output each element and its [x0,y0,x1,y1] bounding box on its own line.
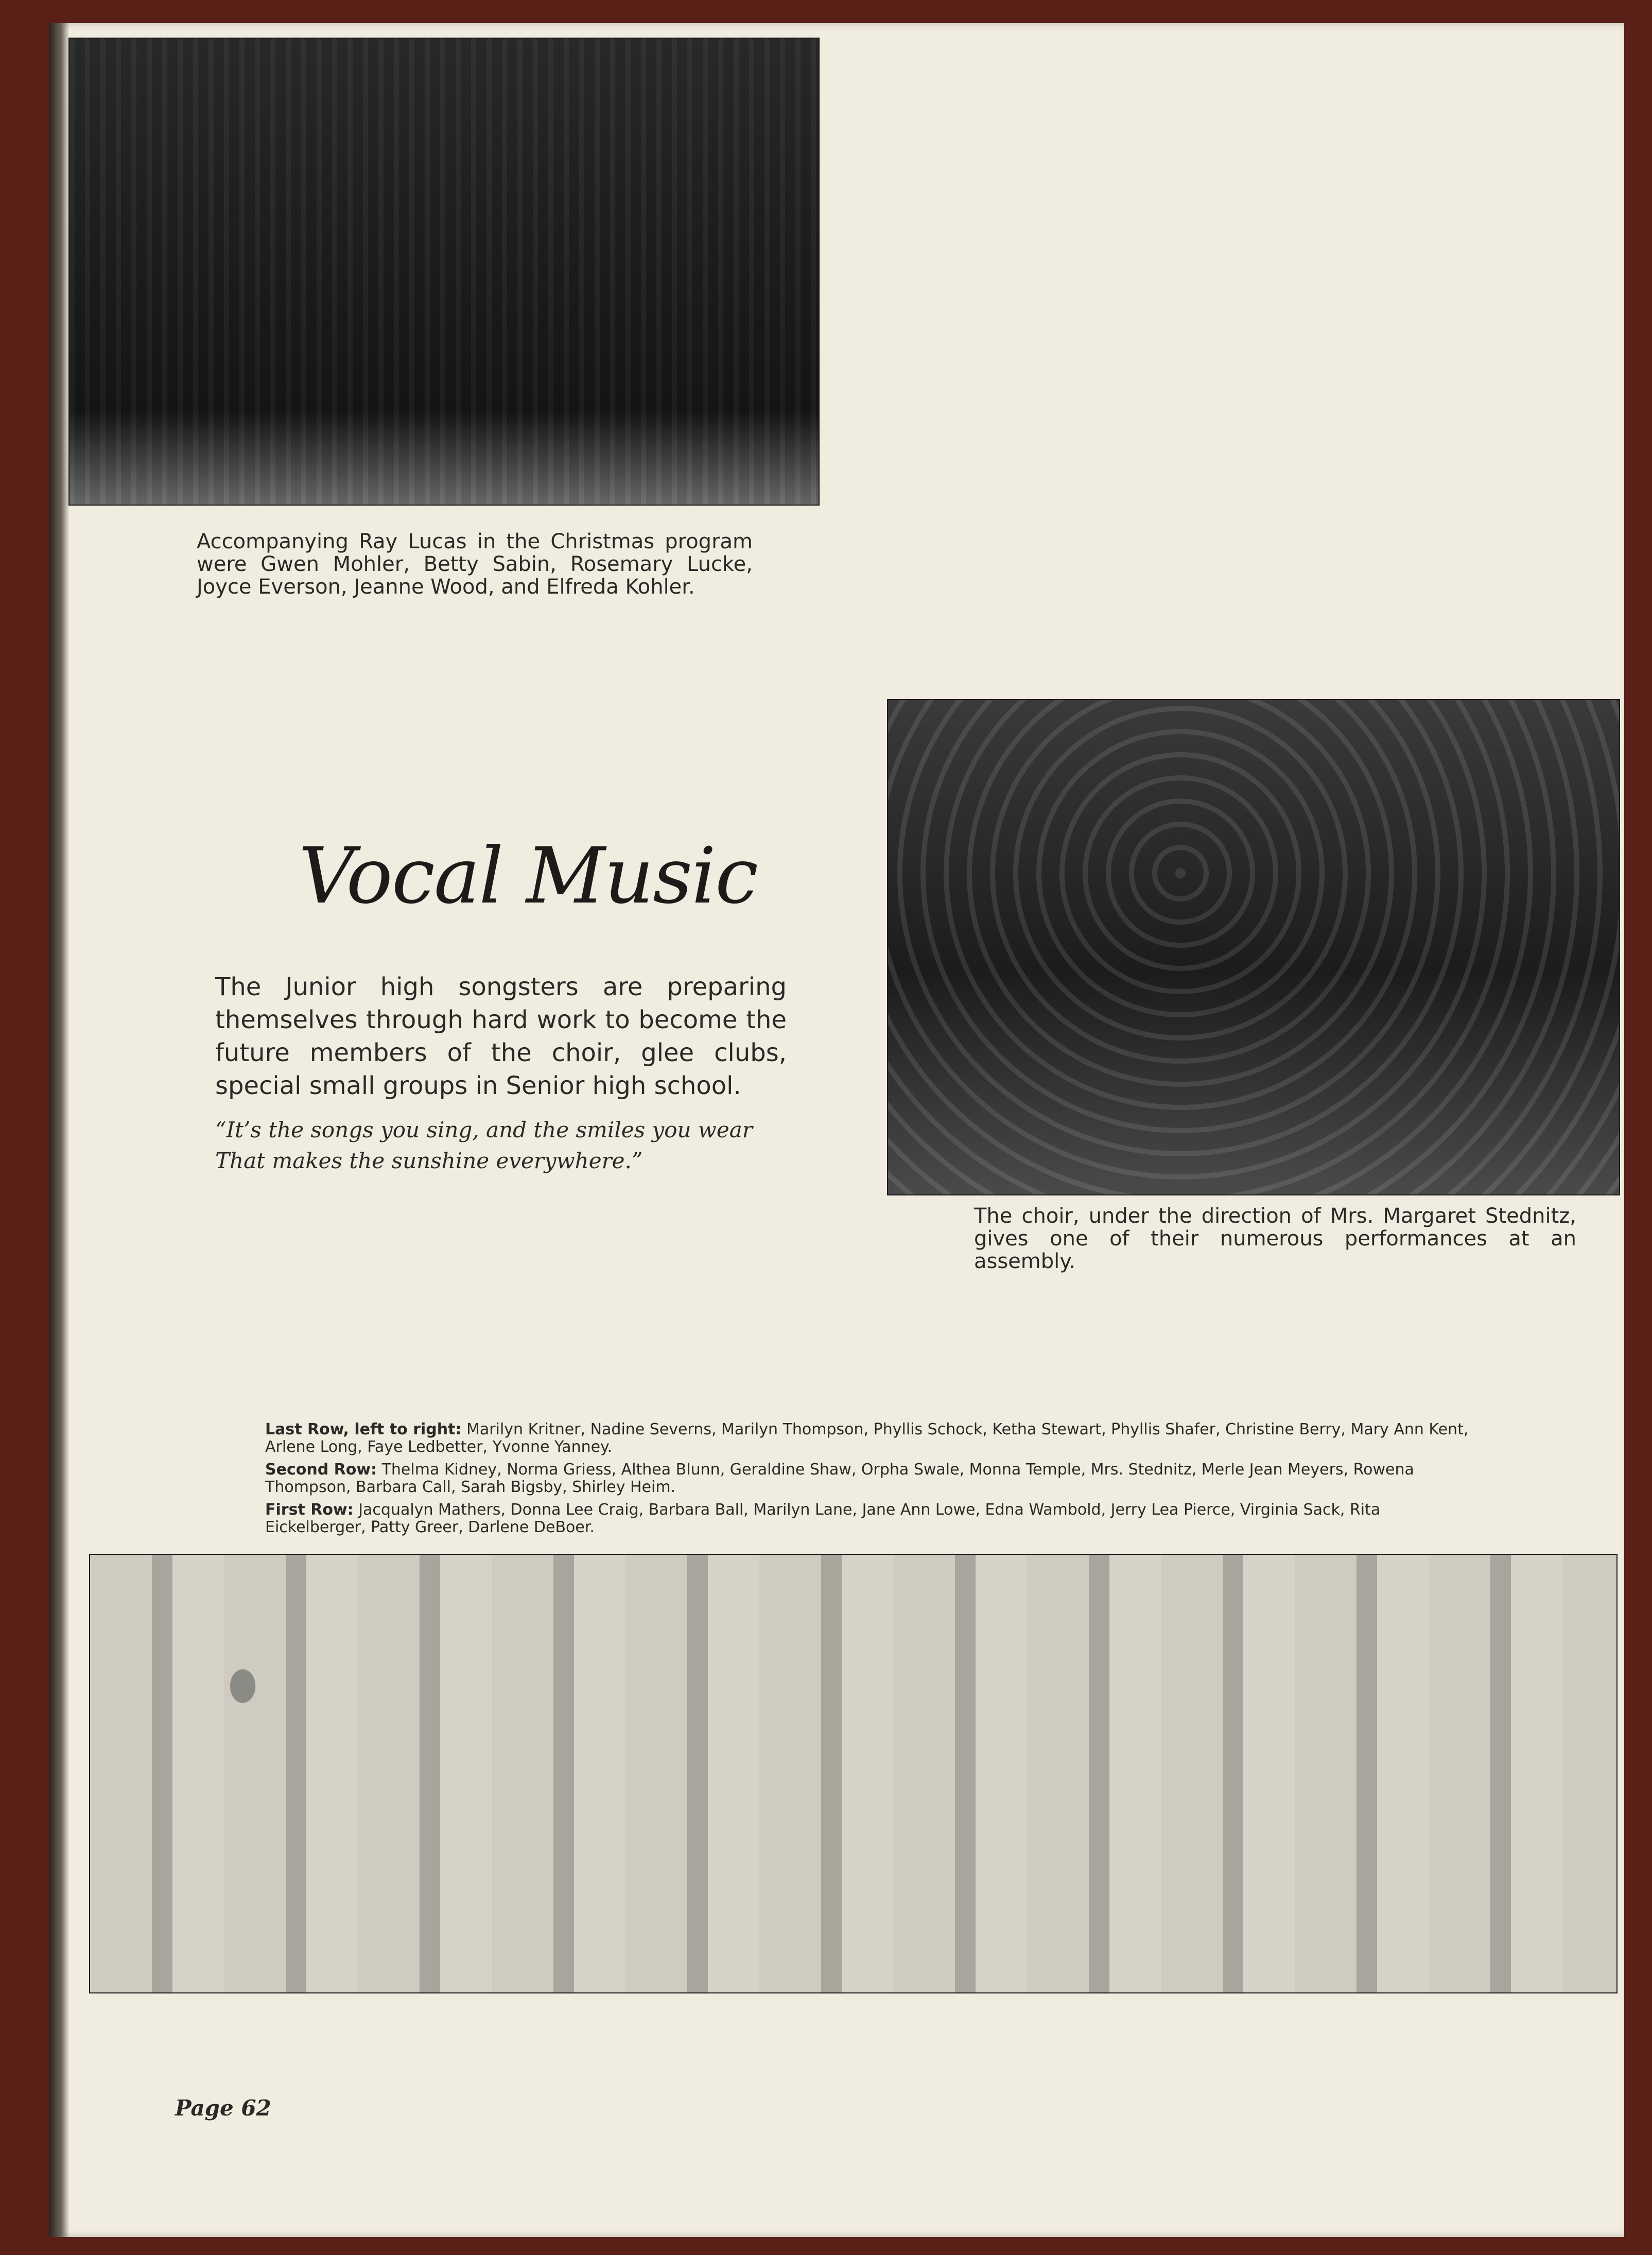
section-body: The Junior high songsters are preparing themselves through hard work to become the future members of the choir, glee clubs, special small groups in Senior high school. [215,973,787,1100]
group-photo [90,1555,1616,1992]
roster-first-row-label: First Row: [265,1501,354,1519]
christmas-program-photo [69,39,819,505]
roster-first-row-names: Jacqualyn Mathers, Donna Lee Craig, Barbara Ball, Marilyn Lane, Jane Ann Lowe, Edna Wambold, Jerry Lea Pierce, Virginia Sack, Rita Eickelberger, Patty Greer, Darlene DeBoer. [265,1501,1381,1536]
christmas-program-caption: Accompanying Ray Lucas in the Christmas program were Gwen Mohler, Betty Sabin, Rosemary Lucke, Joyce Everson, Jeanne Wood, and Elfreda Kohler. [197,530,753,599]
roster-second-row [265,1461,1485,1496]
page-number: Page 62 [175,2095,271,2121]
roster-last-row [265,1421,1485,1456]
choir-assembly-caption: The choir, under the direction of Mrs. Margaret Stednitz, gives one of their numerous performances at an assembly. [974,1204,1576,1273]
page-binding-edge [49,23,69,2237]
section-quote: “It’s the songs you sing, and the smiles you wear That makes the sunshine everywhere.” [215,1117,753,1173]
roster-second-row-names: Thelma Kidney, Norma Griess, Althea Blunn, Geraldine Shaw, Orpha Swale, Monna Temple, Mrs. Stednitz, Merle Jean Meyers, Rowena Thompson, Barbara Call, Sarah Bigsby, Shirley Heim. [265,1461,1414,1496]
roster-last-row-label: Last Row, left to right: [265,1420,462,1438]
roster-second-row-label: Second Row: [265,1461,377,1479]
section-title: Vocal Music [299,831,758,921]
roster-last-row-names: Marilyn Kritner, Nadine Severns, Marilyn Thompson, Phyllis Schock, Ketha Stewart, Phyllis Shafer, Christine Berry, Mary Ann Kent, Arlene Long, Faye Ledbetter, Yvonne Yanney. [265,1420,1469,1456]
roster-first-row [265,1501,1485,1536]
choir-assembly-photo [888,700,1619,1194]
